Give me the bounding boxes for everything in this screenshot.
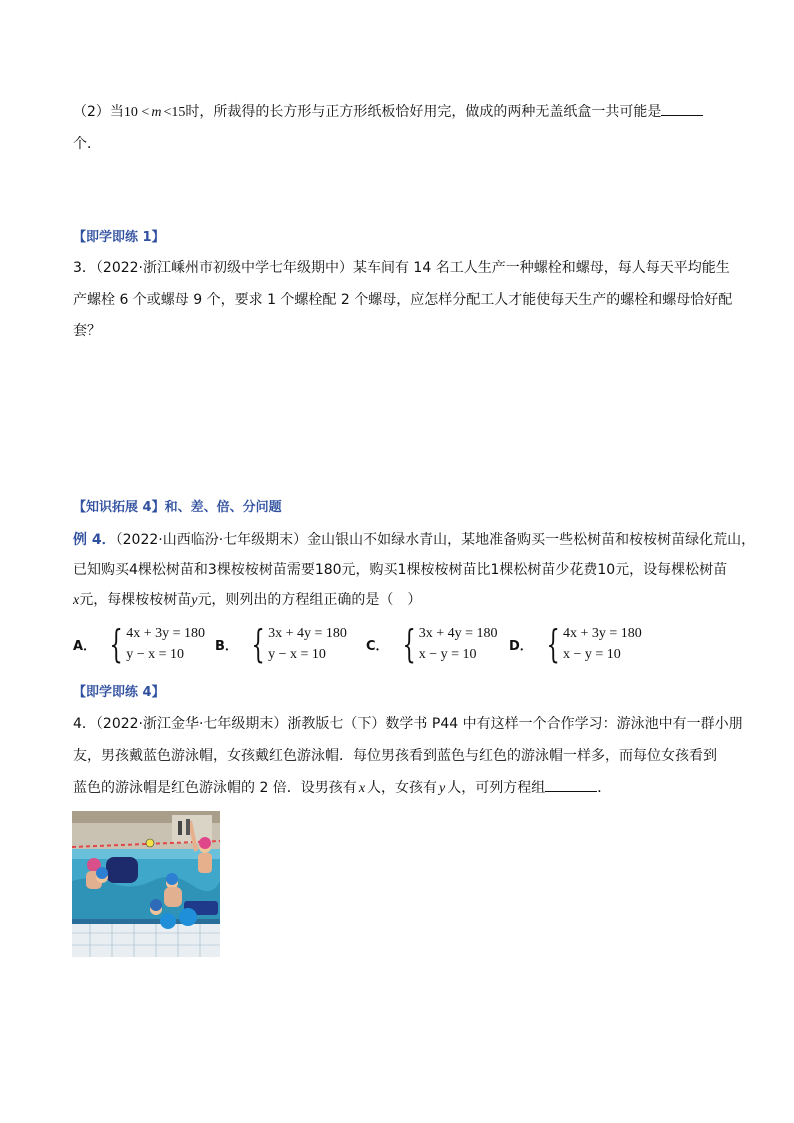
question-2-line-1 bbox=[73, 101, 703, 123]
option-a-letter: A． bbox=[73, 638, 97, 654]
option-a-eq2: y − x = 10 bbox=[126, 647, 185, 662]
swimming-pool-photo bbox=[72, 811, 220, 957]
practice-1-header: 【即学即练 1】 bbox=[73, 230, 165, 245]
example-4-text-1: （2022·山西临汾·七年级期末）金山银山不如绿水青山，某地准备购买一些松树苗和桉桉树苗绿化荒山， bbox=[115, 532, 756, 548]
example-4-line-1 bbox=[73, 530, 755, 550]
practice-4-line-3 bbox=[73, 777, 611, 799]
option-b-system bbox=[268, 623, 347, 665]
q2-cond-right: <15 bbox=[163, 105, 186, 120]
option-d-letter: D． bbox=[509, 638, 533, 654]
question-2-line-2 bbox=[73, 134, 101, 154]
option-b-eq1: 3x + 4y = 180 bbox=[268, 626, 347, 641]
example-4-line-2: 已知购买4棵松树苗和3棵桉桉树苗需要180元，购买1棵桉桉树苗比1棵松树苗少花费10元，设每棵松树苗 bbox=[73, 562, 728, 578]
option-c-eq2: x − y = 10 bbox=[418, 647, 477, 662]
example-4-text-3b: 元，则列出的方程组正确的是（ ） bbox=[197, 592, 422, 608]
practice-1-line-2: 产螺栓 6 个或螺母 9 个，要求 1 个螺栓配 2 个螺母，应怎样分配工人才能使每天生产的螺栓和螺母恰好配 bbox=[73, 292, 733, 308]
practice-4-text-b: 人，女孩有 bbox=[367, 780, 438, 796]
practice-4-line-2: 友，男孩戴蓝色游泳帽，女孩戴红色游泳帽．每位男孩看到蓝色与红色的游泳帽一样多，而每位女孩看到 bbox=[73, 748, 717, 764]
q2-prefix: （2）当 bbox=[73, 104, 124, 120]
q2-var-m: m bbox=[151, 105, 162, 120]
q2-text: 时，所裁得的长方形与正方形纸板恰好用完，做成的两种无盖纸盒一共可能是 bbox=[185, 104, 662, 120]
option-b-letter: B． bbox=[215, 638, 238, 654]
example-4-var-y: y bbox=[191, 593, 198, 608]
example-4-var-x: x bbox=[73, 593, 80, 608]
practice-1-line-1: 3．（2022·浙江嵊州市初级中学七年级期中）某车间有 14 名工人生产一种螺栓和螺母，每人每天平均能生 bbox=[73, 260, 730, 276]
q2-line2: 个． bbox=[73, 136, 101, 152]
brace-icon: { bbox=[251, 622, 265, 666]
option-a-system bbox=[126, 623, 205, 665]
practice-4-header: 【即学即练 4】 bbox=[73, 685, 165, 700]
option-c[interactable] bbox=[366, 623, 498, 665]
example-4-text-3a: 元，每棵桉桉树苗 bbox=[79, 592, 192, 608]
option-b-eq2: y − x = 10 bbox=[268, 647, 326, 662]
option-d-system bbox=[563, 623, 642, 665]
option-a[interactable] bbox=[73, 623, 205, 665]
practice-4-line-1: 4．（2022·浙江金华·七年级期末）浙教版七（下）数学书 P44 中有这样一个合作学习：游泳池中有一群小朋 bbox=[73, 716, 743, 732]
q2-answer-blank[interactable] bbox=[661, 101, 703, 116]
practice-4-var-y: y bbox=[439, 781, 446, 796]
option-c-letter: C． bbox=[366, 638, 389, 654]
practice-1-line-3: 套？ bbox=[73, 323, 101, 339]
option-d-eq1: 4x + 3y = 180 bbox=[562, 626, 642, 641]
option-d-eq2: x − y = 10 bbox=[562, 647, 621, 662]
practice-4-text-c: 人，可列方程组 bbox=[447, 780, 546, 796]
option-d[interactable] bbox=[509, 623, 642, 665]
practice-4-text-a: 蓝色的游泳帽是红色游泳帽的 2 倍．设男孩有 bbox=[73, 780, 357, 796]
brace-icon: { bbox=[546, 622, 560, 666]
option-c-system bbox=[419, 623, 498, 665]
practice-4-answer-blank[interactable] bbox=[545, 777, 597, 792]
option-a-eq1: 4x + 3y = 180 bbox=[126, 626, 206, 641]
practice-4-var-x: x bbox=[358, 781, 366, 796]
example-4-label: 例 4． bbox=[73, 532, 116, 548]
option-b[interactable] bbox=[215, 623, 347, 665]
brace-icon: { bbox=[109, 622, 123, 666]
q2-cond-left: 10 < bbox=[123, 105, 150, 120]
expand-4-header: 【知识拓展 4】和、差、倍、分问题 bbox=[73, 500, 282, 515]
example-4-line-3 bbox=[73, 590, 421, 611]
practice-4-text-end: ． bbox=[597, 780, 612, 796]
brace-icon: { bbox=[401, 622, 416, 666]
option-c-eq1: 3x + 4y = 180 bbox=[418, 626, 498, 641]
